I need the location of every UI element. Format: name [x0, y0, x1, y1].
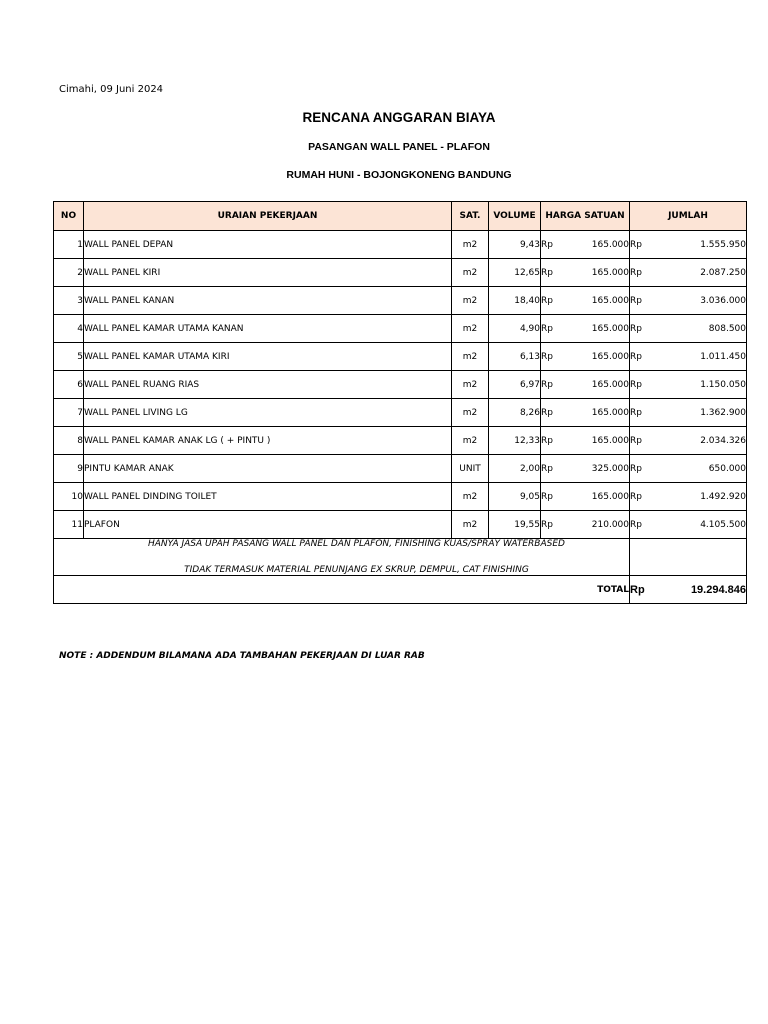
unit-price-value: 165.000	[591, 267, 629, 278]
row-amount	[630, 511, 747, 539]
row-unit: m2	[452, 511, 489, 539]
row-amount	[630, 315, 747, 343]
row-unit: m2	[452, 483, 489, 511]
col-header-description: URAIAN PEKERJAAN	[84, 202, 452, 231]
table-row	[54, 427, 747, 455]
row-amount	[630, 259, 747, 287]
amount-value: 1.492.920	[700, 491, 746, 502]
amount-value: 1.150.050	[700, 379, 746, 390]
row-unit: m2	[452, 259, 489, 287]
row-unit: m2	[452, 399, 489, 427]
row-unit-price	[541, 427, 630, 455]
amount-value: 650.000	[708, 463, 746, 474]
unit-price-value: 165.000	[591, 239, 629, 250]
amount-value: 1.362.900	[700, 407, 746, 418]
unit-price-value: 165.000	[591, 491, 629, 502]
row-amount	[630, 399, 747, 427]
table-row	[54, 455, 747, 483]
row-no: 8	[54, 427, 84, 455]
notes-cell	[54, 539, 630, 576]
currency-label: Rp	[630, 379, 642, 390]
col-header-volume: VOLUME	[489, 202, 541, 231]
row-no: 5	[54, 343, 84, 371]
row-unit-price	[541, 231, 630, 259]
row-amount	[630, 371, 747, 399]
document-date: Cimahi, 09 Juni 2024	[59, 84, 164, 95]
row-unit-price	[541, 315, 630, 343]
row-description: WALL PANEL KAMAR UTAMA KIRI	[84, 343, 452, 371]
document-subtitle: PASANGAN WALL PANEL - PLAFON	[308, 141, 490, 153]
currency-label: Rp	[541, 239, 553, 250]
row-amount	[630, 343, 747, 371]
row-unit-price	[541, 455, 630, 483]
col-header-amount: JUMLAH	[630, 202, 747, 231]
row-unit: m2	[452, 231, 489, 259]
row-description: WALL PANEL DEPAN	[84, 231, 452, 259]
row-volume: 6,13	[489, 343, 541, 371]
col-header-no: NO	[54, 202, 84, 231]
row-no: 4	[54, 315, 84, 343]
row-unit-price	[541, 343, 630, 371]
unit-price-value: 165.000	[591, 407, 629, 418]
document-title: RENCANA ANGGARAN BIAYA	[302, 110, 496, 125]
total-currency: Rp	[630, 583, 645, 596]
row-amount	[630, 483, 747, 511]
unit-price-value: 165.000	[591, 379, 629, 390]
row-volume: 12,65	[489, 259, 541, 287]
table-row	[54, 371, 747, 399]
unit-price-value: 165.000	[591, 295, 629, 306]
currency-label: Rp	[541, 295, 553, 306]
table-row	[54, 231, 747, 259]
table-row	[54, 259, 747, 287]
amount-value: 2.087.250	[700, 267, 746, 278]
row-description: WALL PANEL KAMAR ANAK LG ( + PINTU )	[84, 427, 452, 455]
footer-note: NOTE : ADDENDUM BILAMANA ADA TAMBAHAN PEKERJAAN DI LUAR RAB	[59, 651, 425, 661]
row-no: 10	[54, 483, 84, 511]
row-volume: 4,90	[489, 315, 541, 343]
row-unit: m2	[452, 315, 489, 343]
row-amount	[630, 455, 747, 483]
row-amount	[630, 287, 747, 315]
row-unit-price	[541, 399, 630, 427]
row-volume: 6,97	[489, 371, 541, 399]
row-unit: m2	[452, 427, 489, 455]
row-volume: 18,40	[489, 287, 541, 315]
row-volume: 19,55	[489, 511, 541, 539]
row-volume: 2,00	[489, 455, 541, 483]
row-volume: 12,33	[489, 427, 541, 455]
currency-label: Rp	[630, 463, 642, 474]
row-no: 7	[54, 399, 84, 427]
row-no: 1	[54, 231, 84, 259]
row-unit-price	[541, 371, 630, 399]
amount-value: 1.555.950	[700, 239, 746, 250]
row-description: WALL PANEL LIVING LG	[84, 399, 452, 427]
total-value: 19.294.846	[690, 583, 746, 596]
row-no: 11	[54, 511, 84, 539]
amount-value: 4.105.500	[700, 519, 746, 530]
row-description: PLAFON	[84, 511, 452, 539]
row-no: 6	[54, 371, 84, 399]
currency-label: Rp	[541, 323, 553, 334]
currency-label: Rp	[630, 267, 642, 278]
row-no: 2	[54, 259, 84, 287]
row-unit: m2	[452, 287, 489, 315]
project-name: RUMAH HUNI - BOJONGKONENG BANDUNG	[286, 169, 512, 181]
currency-label: Rp	[541, 463, 553, 474]
currency-label: Rp	[541, 435, 553, 446]
amount-value: 808.500	[708, 323, 746, 334]
currency-label: Rp	[541, 351, 553, 362]
table-row	[54, 483, 747, 511]
row-no: 3	[54, 287, 84, 315]
currency-label: Rp	[630, 239, 642, 250]
row-description: WALL PANEL DINDING TOILET	[84, 483, 452, 511]
currency-label: Rp	[541, 267, 553, 278]
row-description: PINTU KAMAR ANAK	[84, 455, 452, 483]
unit-price-value: 325.000	[591, 463, 629, 474]
note-line-2: TIDAK TERMASUK MATERIAL PENUNJANG EX SKRUP, DEMPUL, CAT FINISHING	[184, 565, 529, 575]
row-volume: 8,26	[489, 399, 541, 427]
amount-value: 3.036.000	[700, 295, 746, 306]
table-row	[54, 315, 747, 343]
unit-price-value: 165.000	[591, 323, 629, 334]
col-header-unit: SAT.	[452, 202, 489, 231]
row-unit: UNIT	[452, 455, 489, 483]
table-row	[54, 511, 747, 539]
row-unit: m2	[452, 371, 489, 399]
row-description: WALL PANEL RUANG RIAS	[84, 371, 452, 399]
row-unit-price	[541, 483, 630, 511]
table-header-row	[54, 202, 747, 231]
unit-price-value: 165.000	[591, 351, 629, 362]
row-unit-price	[541, 287, 630, 315]
currency-label: Rp	[541, 519, 553, 530]
unit-price-value: 165.000	[591, 435, 629, 446]
table-row	[54, 287, 747, 315]
currency-label: Rp	[630, 295, 642, 306]
unit-price-value: 210.000	[591, 519, 629, 530]
currency-label: Rp	[630, 407, 642, 418]
budget-table	[53, 201, 747, 604]
row-description: WALL PANEL KIRI	[84, 259, 452, 287]
row-description: WALL PANEL KAMAR UTAMA KANAN	[84, 315, 452, 343]
row-unit-price	[541, 259, 630, 287]
currency-label: Rp	[541, 491, 553, 502]
col-header-unit-price: HARGA SATUAN	[541, 202, 630, 231]
row-no: 9	[54, 455, 84, 483]
amount-value: 1.011.450	[700, 351, 746, 362]
currency-label: Rp	[630, 435, 642, 446]
row-unit-price	[541, 511, 630, 539]
row-description: WALL PANEL KANAN	[84, 287, 452, 315]
currency-label: Rp	[541, 379, 553, 390]
currency-label: Rp	[630, 519, 642, 530]
table-row	[54, 343, 747, 371]
currency-label: Rp	[630, 491, 642, 502]
row-amount	[630, 231, 747, 259]
currency-label: Rp	[630, 351, 642, 362]
table-row	[54, 399, 747, 427]
notes-amount-cell	[630, 539, 747, 576]
total-label: TOTAL	[54, 576, 630, 604]
row-amount	[630, 427, 747, 455]
row-unit: m2	[452, 343, 489, 371]
currency-label: Rp	[630, 323, 642, 334]
total-row	[54, 576, 747, 604]
note-line-1: HANYA JASA UPAH PASANG WALL PANEL DAN PLAFON, FINISHING KUAS/SPRAY WATERBASED	[148, 539, 565, 549]
row-volume: 9,05	[489, 483, 541, 511]
currency-label: Rp	[541, 407, 553, 418]
amount-value: 2.034.326	[700, 435, 746, 446]
total-amount-cell	[630, 576, 747, 604]
row-volume: 9,43	[489, 231, 541, 259]
